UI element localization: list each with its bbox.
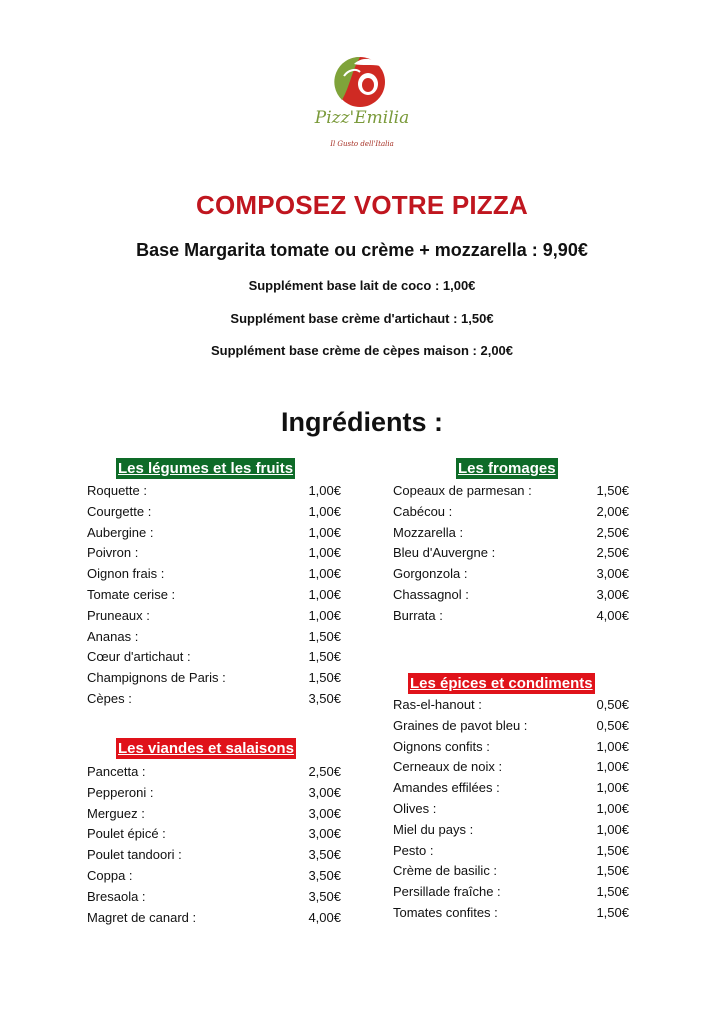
ingredient-price: 1,00€ [596,821,629,837]
list-item [393,543,629,564]
ingredient-price: 2,50€ [308,764,341,779]
list-item [393,903,629,924]
ingredient-name: Oignon frais : [87,566,165,582]
ingredient-name: Aubergine : [87,524,154,540]
ingredient-price: 4,00€ [308,909,341,925]
epices-list [393,695,629,924]
logo-tagline: Il Gusto dell'Italia [330,140,394,148]
ingredient-price: 1,00€ [308,566,341,582]
ingredient-name: Oignons confits : [393,738,490,754]
list-item [87,668,341,689]
ingredient-name: Magret de canard : [87,909,197,925]
ingredient-name: Ananas : [87,628,139,644]
ingredient-name: Copeaux de parmesan : [393,483,532,498]
ingredient-price: 3,50€ [308,690,341,706]
ingredient-name: Mozzarella : [393,524,464,540]
viandes-list [87,762,341,928]
ingredient-name: Crème de basilic : [393,863,498,879]
ingredient-name: Amandes effilées : [393,780,500,796]
ingredient-name: Graines de pavot bleu : [393,717,528,733]
ingredient-name: Cœur d'artichaut : [87,649,191,665]
list-item [393,695,629,716]
ingredient-price: 1,50€ [596,483,629,498]
ingredient-name: Ras-el-hanout : [393,697,482,712]
ingredient-name: Pepperoni : [87,784,154,800]
ingredient-price: 3,00€ [308,784,341,800]
ingredient-price: 1,50€ [308,628,341,644]
list-item [87,783,341,804]
fromages-list [393,481,629,627]
ingredient-price: 1,00€ [308,607,341,623]
ingredient-name: Champignons de Paris : [87,670,226,686]
ingredient-price: 1,00€ [308,503,341,519]
list-item [87,543,341,564]
ingredient-name: Bresaola : [87,888,146,904]
ingredient-name: Courgette : [87,503,152,519]
logo-brand: Pizz'Emilia [314,108,410,128]
ingredient-price: 3,00€ [308,805,341,821]
list-item [393,799,629,820]
ingredient-price: 2,50€ [596,524,629,540]
list-item [87,523,341,544]
ingredient-name: Pancetta : [87,764,146,779]
ingredient-price: 0,50€ [596,717,629,733]
ingredient-price: 3,00€ [596,566,629,582]
list-item [87,627,341,648]
ingredient-name: Tomate cerise : [87,586,176,602]
ingredient-price: 2,00€ [596,503,629,519]
legumes-list [87,481,341,710]
ingredient-price: 2,50€ [596,545,629,561]
ingredient-price: 1,00€ [308,483,341,498]
list-item [87,804,341,825]
ingredient-name: Poivron : [87,545,139,561]
tomato-leaf-logo-icon [332,52,388,108]
ingredient-price: 3,00€ [596,586,629,602]
ingredient-name: Miel du pays : [393,821,474,837]
logo [300,52,424,156]
ingredient-name: Pesto : [393,842,434,858]
ingredient-name: Cabécou : [393,503,453,519]
ingredient-price: 1,00€ [596,780,629,796]
list-item [87,585,341,606]
ingredient-name: Gorgonzola : [393,566,468,582]
ingredient-price: 1,00€ [596,759,629,775]
section-title-viandes: Les viandes et salaisons [118,740,294,757]
ingredient-price: 1,50€ [596,884,629,900]
ingredient-name: Burrata : [393,607,443,623]
supplement-line: Supplément base lait de coco : 1,00€ [248,278,476,293]
ingredient-name: Roquette : [87,483,147,498]
ingredient-name: Poulet épicé : [87,826,166,842]
list-item [393,861,629,882]
list-item [87,606,341,627]
ingredient-name: Poulet tandoori : [87,847,182,863]
ingredients-title: Ingrédients : [280,407,443,437]
list-item [393,481,629,502]
list-item [393,882,629,903]
list-item [87,689,341,710]
list-item [393,737,629,758]
ingredient-name: Persillade fraîche : [393,884,501,900]
ingredient-price: 1,00€ [308,545,341,561]
supplement-line: Supplément base crème de cèpes maison : 2,00€ [210,343,514,358]
ingredient-price: 1,00€ [308,524,341,540]
list-item [393,564,629,585]
ingredient-price: 3,00€ [308,826,341,842]
list-item [87,824,341,845]
list-item [393,585,629,606]
list-item [393,841,629,862]
list-item [393,757,629,778]
supplement-line: Supplément base crème d'artichaut : 1,50€ [230,311,494,326]
list-item [393,502,629,523]
ingredient-price: 1,00€ [308,586,341,602]
section-title-epices: Les épices et condiments [410,675,593,692]
ingredient-name: Cèpes : [87,690,132,706]
ingredient-price: 1,00€ [596,800,629,816]
list-item [87,762,341,783]
section-title-fromages: Les fromages [458,460,556,477]
ingredient-name: Coppa : [87,867,133,883]
list-item [87,502,341,523]
list-item [87,647,341,668]
ingredient-name: Bleu d'Auvergne : [393,545,496,561]
list-item [87,481,341,502]
ingredient-name: Tomates confites : [393,904,498,920]
list-item [393,523,629,544]
list-item [393,716,629,737]
ingredient-price: 3,50€ [308,888,341,904]
ingredient-name: Merguez : [87,805,145,821]
list-item [87,887,341,908]
list-item [87,564,341,585]
ingredient-name: Chassagnol : [393,586,469,602]
list-item [393,778,629,799]
ingredient-name: Olives : [393,800,437,816]
base-price-line: Base Margarita tomate ou crème + mozzarella : 9,90€ [136,240,588,260]
ingredient-price: 1,50€ [308,649,341,665]
ingredient-price: 1,00€ [596,738,629,754]
ingredient-price: 4,00€ [596,607,629,623]
ingredient-price: 3,50€ [308,847,341,863]
list-item [393,606,629,627]
ingredient-price: 1,50€ [596,863,629,879]
ingredient-price: 1,50€ [308,670,341,686]
list-item [393,820,629,841]
ingredient-price: 1,50€ [596,904,629,920]
ingredient-price: 1,50€ [596,842,629,858]
ingredient-price: 0,50€ [596,697,629,712]
section-title-legumes: Les légumes et les fruits [118,460,294,477]
list-item [87,908,341,929]
page-title: COMPOSEZ VOTRE PIZZA [196,190,528,220]
ingredient-price: 3,50€ [308,867,341,883]
list-item [87,845,341,866]
ingredient-name: Cerneaux de noix : [393,759,503,775]
list-item [87,866,341,887]
ingredient-name: Pruneaux : [87,607,150,623]
